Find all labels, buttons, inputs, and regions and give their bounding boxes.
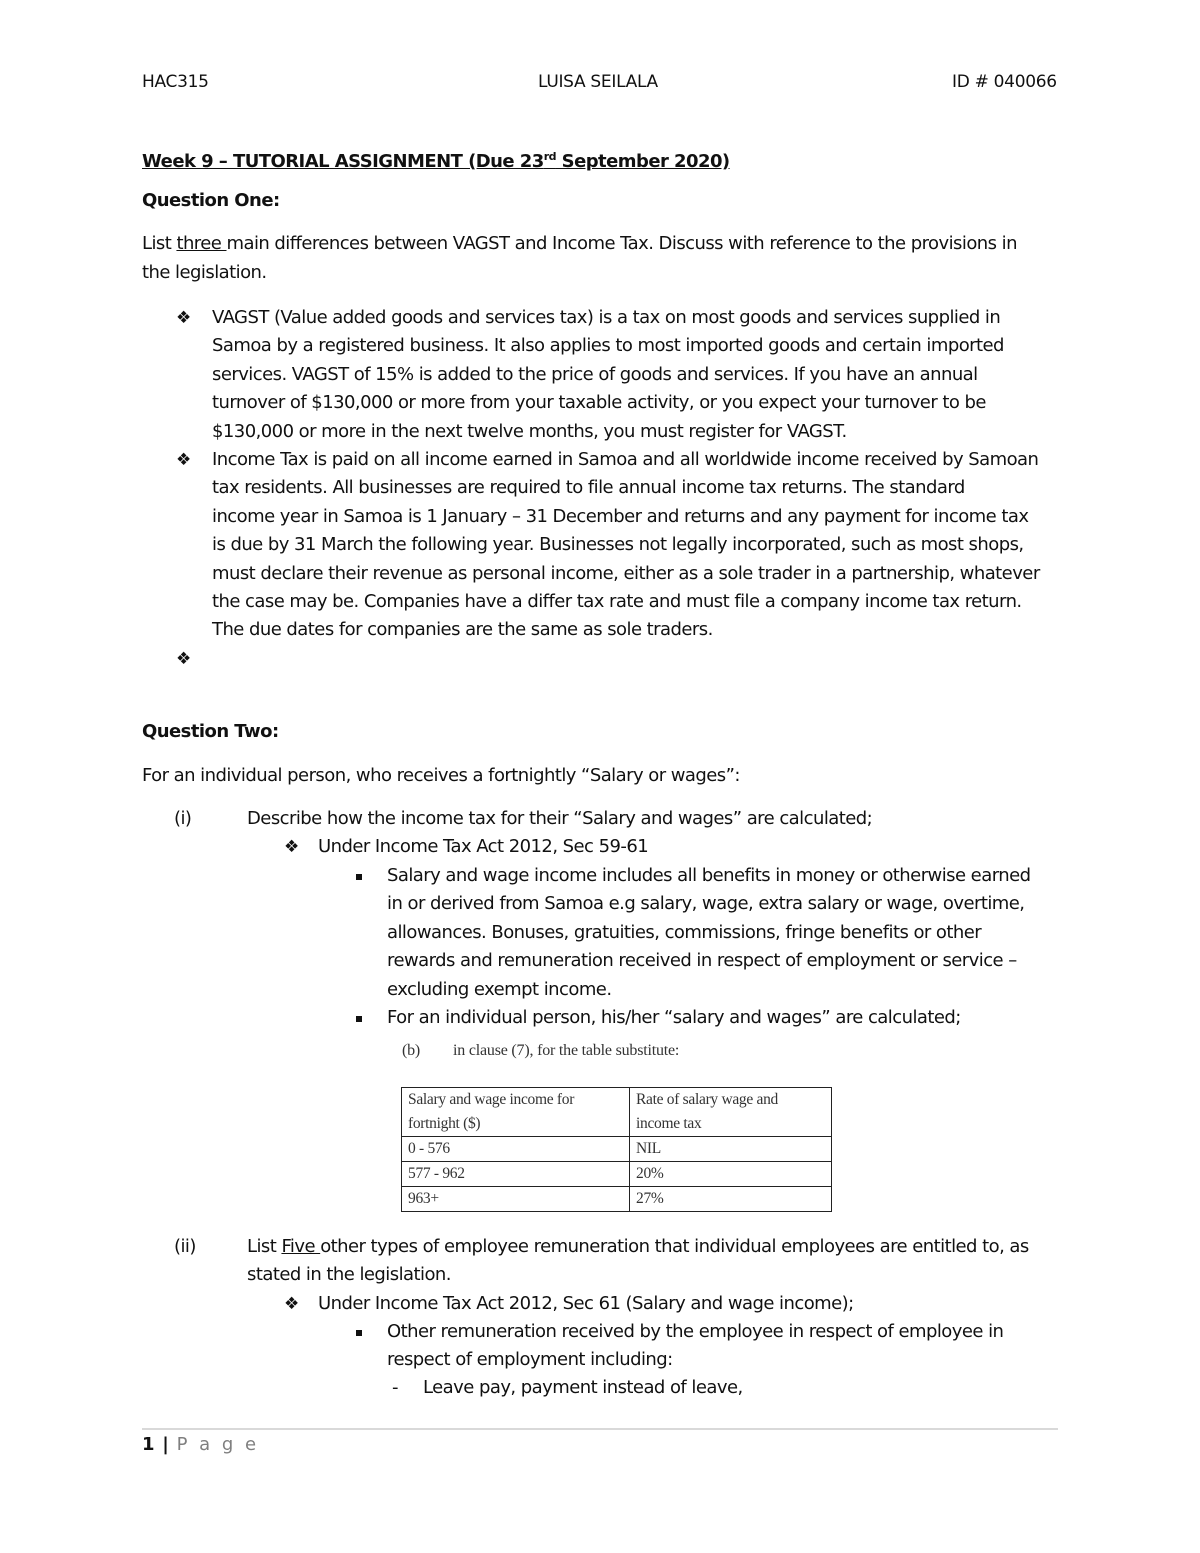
diamond-bullet-icon: ❖: [176, 308, 192, 328]
assignment-title: Week 9 – TUTORIAL ASSIGNMENT (Due 23rd September 2020): [142, 150, 730, 172]
header-name: LUISA SEILALA: [538, 72, 658, 92]
table-cell: 963+: [402, 1187, 630, 1212]
sub-bullet-text: Under Income Tax Act 2012, Sec 61 (Salary and wage income);: [318, 1293, 854, 1314]
item-text: Describe how the income tax for their “Salary and wages” are calculated;: [247, 808, 873, 829]
table-row: [402, 1187, 832, 1212]
table-cell: 577 - 962: [402, 1162, 630, 1187]
header-course: HAC315: [142, 72, 209, 92]
dash-item-text: Leave pay, payment instead of leave,: [423, 1377, 743, 1398]
remuneration-paragraph: Other remuneration received by the employee in respect of employee in respect of employment including:: [387, 1321, 1004, 1371]
table-row: [402, 1137, 832, 1162]
diamond-bullet-icon: ❖: [176, 450, 192, 470]
item-number: (i): [174, 808, 192, 829]
page-label: P a g e: [176, 1434, 260, 1455]
square-bullet-icon: [356, 1330, 362, 1336]
table-cell: 20%: [630, 1162, 832, 1187]
diamond-bullet-icon: ❖: [284, 1294, 300, 1314]
income-tax-paragraph: Income Tax is paid on all income earned in Samoa and all worldwide income received by Samoan tax residents. All businesses are required to file annual income tax returns. The standard income year in Samoa is 1 January – 31 December and returns and any payment for income tax is due by 31 March the following year. Businesses not legally incorporated, such as most shops, must declare their revenue as personal income, either as a sole trader in a partnership, whatever the case may be. Companies have a differ tax rate and must file a company income tax return. The due dates for companies are the same as sole traders.: [212, 449, 1040, 641]
table-cell: 27%: [630, 1187, 832, 1212]
scanned-clause-label: (b): [402, 1042, 421, 1059]
vagst-paragraph: VAGST (Value added goods and services tax) is a tax on most goods and services supplied in Samoa by a registered business. It also applies to most imported goods and certain imported services. VAGST of 15% is added to the price of goods and services. If you have an annual turnover of $130,000 or more from your taxable activity, or you expect your turnover to be $130,000 or more in the next twelve months, you must register for VAGST.: [212, 307, 1004, 442]
footer-divider: [142, 1428, 1058, 1430]
question-two-intro: For an individual person, who receives a fortnightly “Salary or wages”:: [142, 765, 740, 786]
table-cell: 0 - 576: [402, 1137, 630, 1162]
square-bullet-icon: [356, 1016, 362, 1022]
tax-rate-table: [401, 1087, 832, 1212]
item-number: (ii): [174, 1236, 196, 1257]
diamond-bullet-icon: ❖: [284, 837, 300, 857]
table-header-row: [402, 1088, 832, 1137]
page-footer: 1 | P a g e: [142, 1434, 260, 1455]
table-header-cell: Salary and wage income for fortnight ($): [402, 1088, 630, 1137]
scanned-clause-text: in clause (7), for the table substitute:: [453, 1042, 680, 1059]
salary-definition-paragraph: Salary and wage income includes all benefits in money or otherwise earned in or derived from Samoa e.g salary, wage, extra salary or wage, overtime, allowances. Bonuses, gratuities, commissions, fringe benefits or other rewards and remuneration received in respect of employment or service – excluding exempt income.: [387, 865, 1031, 1000]
question-one-line: the legislation.: [142, 262, 267, 283]
question-one-heading: Question One:: [142, 190, 280, 211]
table-header-cell: Rate of salary wage and income tax: [630, 1088, 832, 1137]
square-bullet-icon: [356, 874, 362, 880]
question-two-heading: Question Two:: [142, 721, 279, 742]
page-number: 1: [142, 1434, 156, 1455]
question-one-line: List three main differences between VAGST and Income Tax. Discuss with reference to the provisions in: [142, 233, 1017, 254]
table-cell: NIL: [630, 1137, 832, 1162]
table-row: [402, 1162, 832, 1187]
sub-bullet-text: Under Income Tax Act 2012, Sec 59-61: [318, 836, 649, 857]
header-id: ID # 040066: [952, 72, 1057, 92]
item-text: List Five other types of employee remuneration that individual employees are entitled to, as stated in the legislation.: [247, 1236, 1029, 1286]
dash-bullet-icon: -: [392, 1377, 398, 1398]
calculation-text: For an individual person, his/her “salary and wages” are calculated;: [387, 1007, 961, 1028]
diamond-bullet-icon: ❖: [176, 649, 192, 669]
